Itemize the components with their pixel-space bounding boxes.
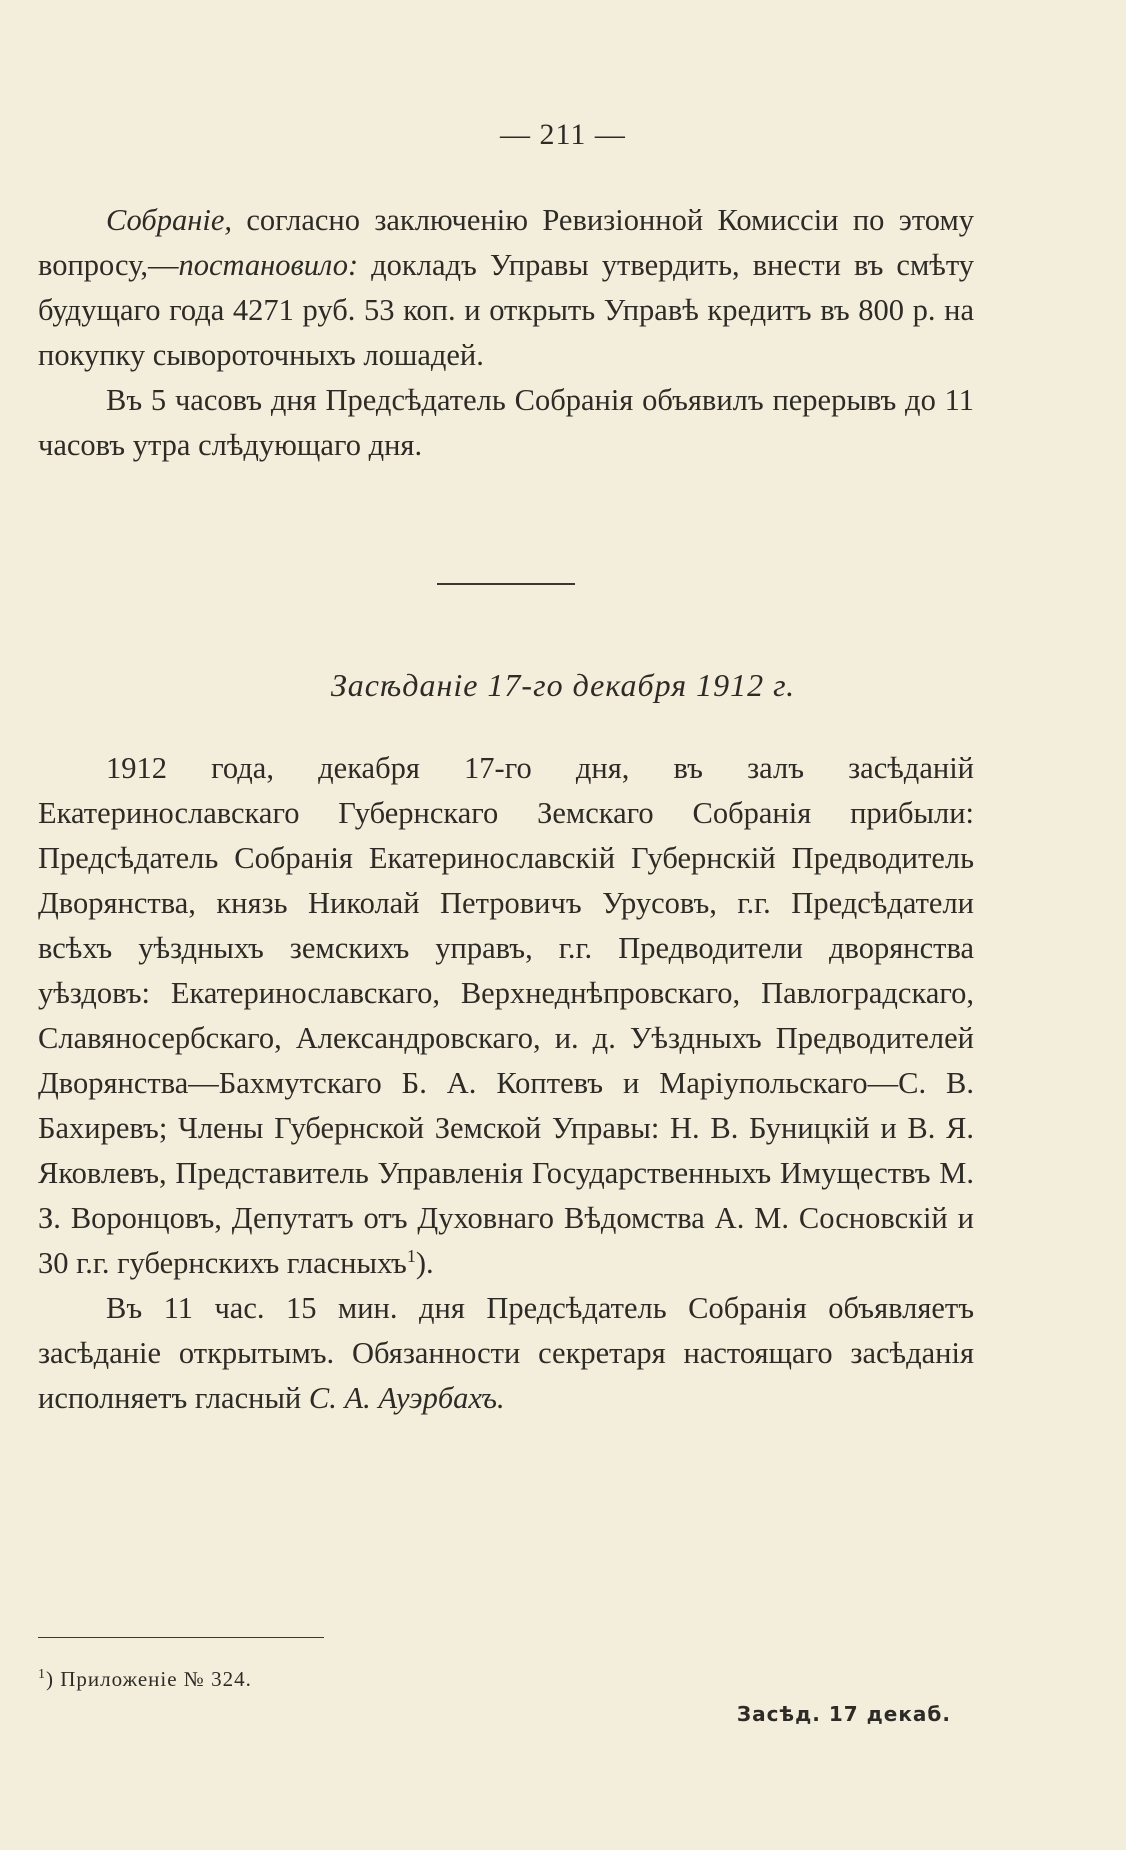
- resolved-word: постановило:: [178, 248, 359, 282]
- opening-text: Въ 11 час. 15 мин. дня Предсѣдатель Собранія объявляетъ засѣданіе открытымъ. Обязанности секретаря настоящаго засѣданія исполняетъ гласный: [38, 1291, 974, 1415]
- secretary-name: С. А. Ауэрбахъ.: [308, 1381, 505, 1415]
- attendance-end: ).: [415, 1246, 434, 1280]
- footnote-text: ) Приложеніе № 324.: [46, 1667, 252, 1691]
- lead-word: Собраніе,: [106, 203, 233, 237]
- section-divider: [437, 583, 575, 585]
- opening-paragraph: [38, 1286, 974, 1421]
- session-block: [38, 746, 974, 1421]
- attendance-paragraph: [38, 746, 974, 1286]
- resolution-text-b: докладъ Управы утвердить, внести въ смѣту будущаго года 4271 руб. 53 коп. и открыть Управѣ кредитъ въ 800 р. на покупку сывороточныхъ лошадей.: [38, 248, 974, 372]
- session-heading: Засѣданіе 17-го декабря 1912 г.: [330, 667, 796, 703]
- footnote-reference: 1: [406, 1245, 416, 1266]
- recess-paragraph: Въ 5 часовъ дня Предсѣдатель Собранія объявилъ перерывъ до 11 часовъ утра слѣдующаго дня.: [38, 383, 974, 462]
- resolution-paragraph: [38, 198, 974, 378]
- footnote: [38, 1667, 252, 1692]
- resolution-text-a: согласно заключенію Ревизіонной Комиссіи по этому вопросу,—: [38, 203, 974, 282]
- resolution-block: [38, 198, 974, 468]
- footnote-mark: 1: [38, 1667, 46, 1682]
- page-number: — 211 —: [500, 118, 626, 151]
- attendance-text: 1912 года, декабря 17-го дня, въ залъ засѣданій Екатеринославскаго Губернскаго Земскаго Собранія прибыли: Предсѣдатель Собранія Екатеринославскій Губернскій Предводитель Дворянства, князь Николай Петровичъ Урусовъ, г.г. Предсѣдатели всѣхъ уѣздныхъ земскихъ управъ, г.г. Предводители дворянства уѣздовъ: Екатеринославскаго, Верхнеднѣпровскаго, Павлоградскаго, Славяносербскаго, Александровскаго, и. д. Уѣздныхъ Предводителей Дворянства—Бахмутскаго Б. А. Коптевъ и Маріупольскаго—С. В. Бахиревъ; Члены Губернской Земской Управы: Н. В. Буницкій и В. Я. Яковлевъ, Представитель Управленія Государственныхъ Имуществъ М. З. Воронцовъ, Депутатъ отъ Духовнаго Вѣдомства А. М. Сосновскій и 30 г.г. губернскихъ гласныхъ: [38, 751, 974, 1280]
- signature-mark: Засѣд. 17 декаб.: [736, 1702, 951, 1726]
- footnote-divider: [38, 1637, 324, 1638]
